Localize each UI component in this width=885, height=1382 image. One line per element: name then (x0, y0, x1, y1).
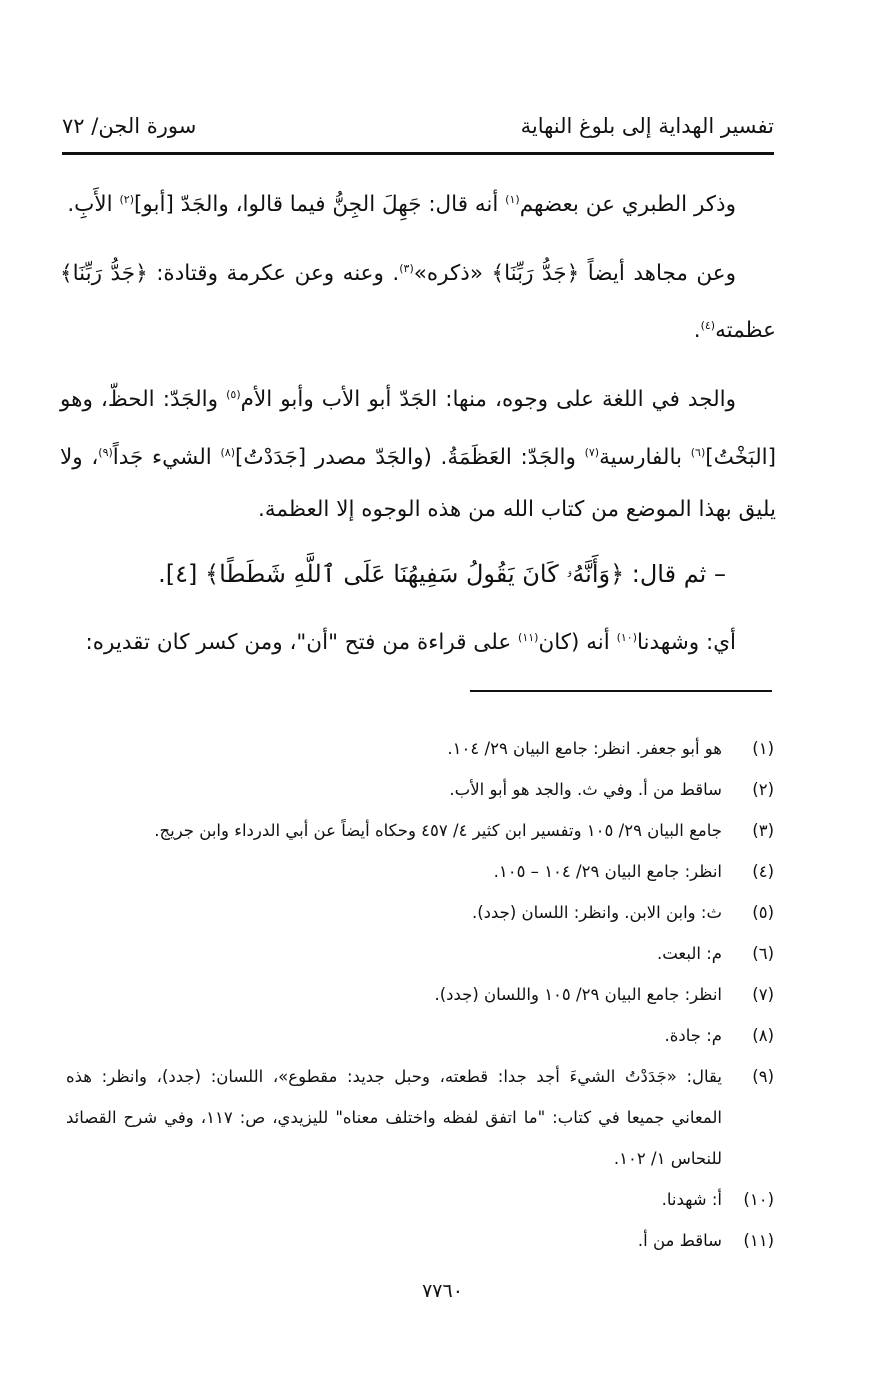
footnote-ref: (٥) (226, 388, 241, 402)
footnote-number: (٨) (752, 1026, 774, 1045)
footnote-text: ث: وابن الابن. وانظر: اللسان (جدد). (471, 903, 722, 922)
paragraph-2 (60, 243, 776, 357)
footnote (66, 933, 774, 974)
text-run: أي: وشهدنا (636, 629, 736, 655)
footnote-number: (٧) (752, 985, 774, 1004)
footnote-number: (٥) (752, 903, 774, 922)
footnote-text: م: البعت. (656, 944, 722, 963)
text-run: وذكر الطبري عن بعضهم (519, 192, 736, 218)
footnote-text: ساقط من أ. وفي ث. والجد هو أبو الأب. (449, 780, 722, 799)
footnote (66, 728, 774, 769)
text-run: على قراءة من فتح "أن"، ومن كسر كان تقديره: (85, 629, 519, 655)
footnote (66, 892, 774, 933)
paragraph-4 (60, 612, 776, 669)
text-run: أنه (كان (538, 629, 617, 655)
footnote (66, 1220, 774, 1261)
footnote (66, 769, 774, 810)
text-run: . (693, 318, 701, 344)
paragraph-3 (60, 369, 776, 535)
footnote-number: (١٠) (743, 1190, 774, 1209)
footnote-text: ساقط من أ. (637, 1231, 722, 1250)
text-run: أنه قال: جَهِلَ الجِنُّ فيما قالوا، والجَدّ [أبو] (134, 192, 506, 218)
verse-line (60, 548, 776, 600)
footnote-ref: (٤) (700, 319, 716, 333)
footnote-ref: (٦) (690, 445, 706, 459)
text-run: والجد في اللغة على وجوه، منها: الجَدّ أبو الأب وأبو الأم (240, 387, 736, 413)
footnote (66, 1179, 774, 1220)
footnote-text: هو أبو جعفر. انظر: جامع البيان ٢٩/ ١٠٤. (447, 739, 722, 758)
surah-label: سورة الجن/ ٧٢ (62, 114, 197, 138)
verse-number: [٤]. (158, 559, 206, 588)
paragraph-1 (60, 174, 776, 231)
footnote-text: يقال: «جَدَدْتُ الشيءَ أجد جدا: قطعته، وحبل جديد: مقطوع»، اللسان: (جدد)، وانظر: هذه المعاني جميعا في كتاب: "ما اتفق لفظه واختلف معناه" لليزيدي، ص: ١١٧، وفي شرح القصائد للنحاس ١/ ١٠٢. (66, 1067, 723, 1168)
footnote (66, 1015, 774, 1056)
text-run: «ذكره» (413, 261, 492, 287)
footnote-ref: (٨) (220, 445, 235, 459)
footnote-ref: (٧) (584, 445, 600, 459)
footnote-text: جامع البيان ٢٩/ ١٠٥ وتفسير ابن كثير ٤/ ٤٥٧ وحكاه أيضاً عن أبي الدرداء وابن جريج. (154, 821, 722, 840)
text-run: بالفارسية (599, 444, 691, 470)
quran-quote: ﴿جَدُّ رَبِّنَا﴾ (491, 261, 580, 287)
footnote-number: (٣) (752, 821, 774, 840)
footnote-ref: (٣) (399, 262, 414, 276)
footnote-divider (470, 690, 772, 692)
main-text (60, 174, 776, 681)
text-run: ، ولا يليق بهذا الموضع من كتاب الله من هذه الوجوه إلا العظمة. (60, 444, 776, 522)
book-title: تفسير الهداية إلى بلوغ النهاية (520, 114, 774, 138)
text-run: الشيء جَداً (112, 444, 221, 470)
footnote-ref: (١١) (518, 630, 539, 644)
footnote-text: م: جادة. (664, 1026, 722, 1045)
footnote (66, 974, 774, 1015)
footnote-number: (٤) (752, 862, 774, 881)
text-run: الأَبِ. (67, 192, 120, 218)
quran-quote: ﴿جَدُّ رَبِّنَا﴾ (60, 261, 148, 287)
footnote-number: (٦) (752, 944, 774, 963)
footnote-text: أ: شهدنا. (661, 1190, 722, 1209)
footnote (66, 851, 774, 892)
page-number: ٧٧٦٠ (422, 1280, 463, 1302)
quran-verse: ﴿وَأَنَّهُۥ كَانَ يَقُولُ سَفِيهُنَا عَلَى ٱللَّهِ شَطَطًا﴾ (205, 559, 625, 588)
footnote-number: (٢) (752, 780, 774, 799)
text-run: وعن مجاهد أيضاً (579, 261, 736, 287)
footnote-text: انظر: جامع البيان ٢٩/ ١٠٤ – ١٠٥. (493, 862, 722, 881)
text-run: والجَدّ: الحظّ، وهو [البَخْتُ] (60, 387, 777, 470)
footnote-number: (١) (752, 739, 774, 758)
running-header (62, 108, 774, 148)
footnote-ref: (٩) (98, 445, 113, 459)
text-run: والجَدّ: العَظَمَةُ. (والجَدّ مصدر [جَدَدْتُ] (235, 444, 585, 470)
footnotes (66, 728, 774, 1261)
header-divider (62, 152, 774, 155)
footnote-ref: (١) (505, 193, 520, 206)
footnote-ref: (٢) (119, 193, 134, 206)
text-run: عظمته (715, 318, 776, 344)
footnote-number: (١١) (743, 1231, 774, 1250)
verse-lead: – ثم قال: (624, 559, 726, 588)
footnote-ref: (١٠) (616, 630, 637, 644)
footnote (66, 810, 774, 851)
footnote-number: (٩) (752, 1067, 774, 1086)
footnote-text: انظر: جامع البيان ٢٩/ ١٠٥ واللسان (جدد). (434, 985, 722, 1004)
text-run: . وعنه وعن عكرمة وقتادة: (147, 261, 400, 287)
footnote (66, 1056, 774, 1179)
